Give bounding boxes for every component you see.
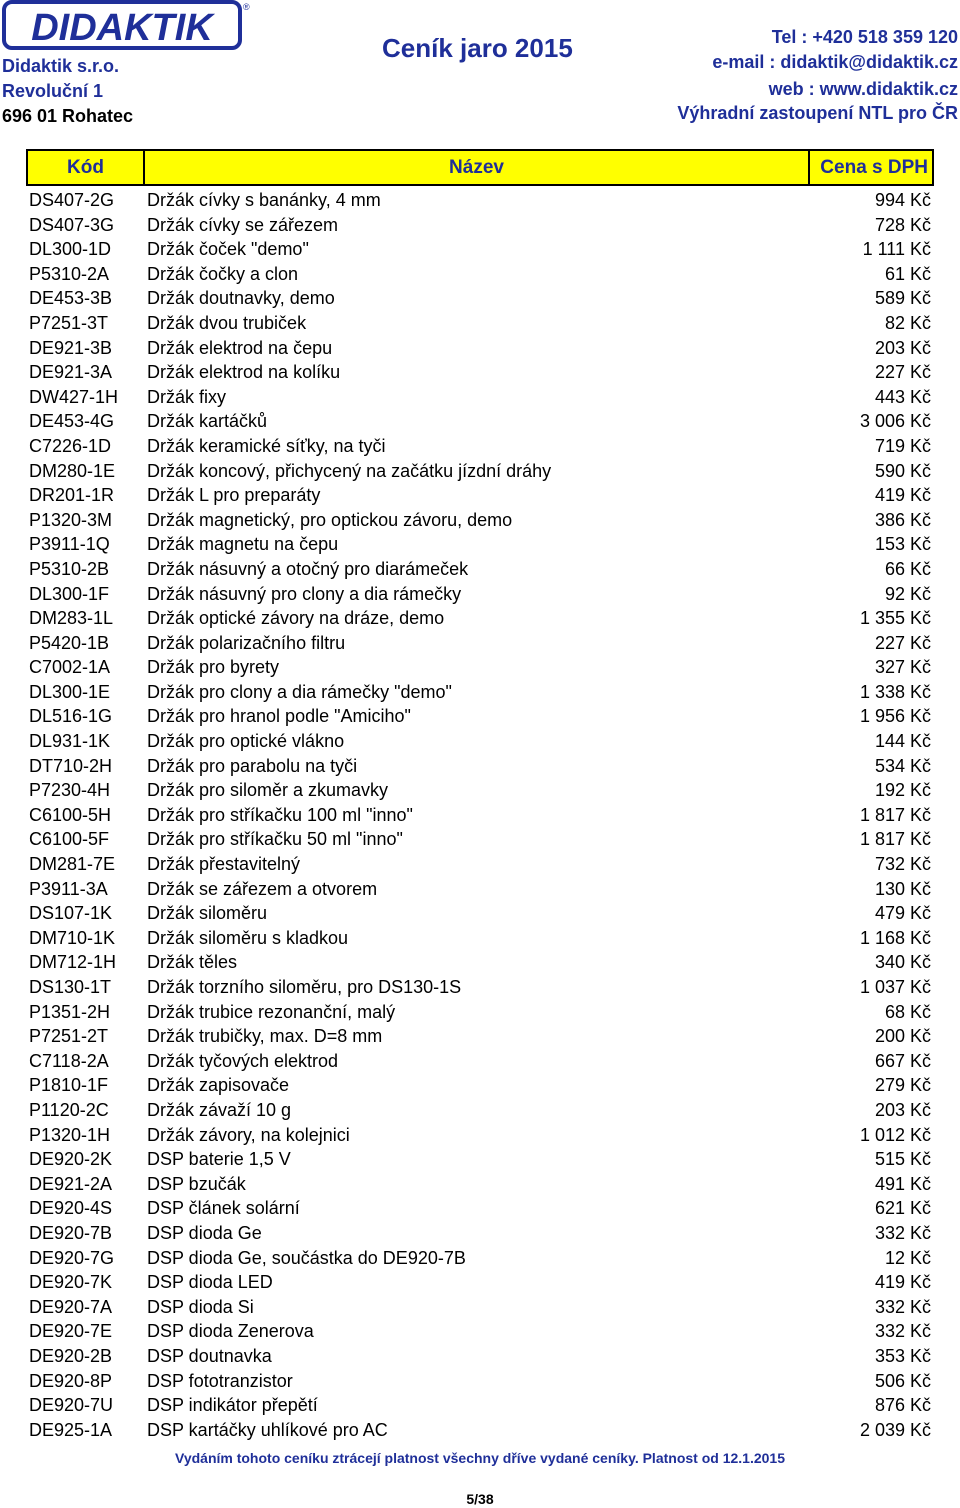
cell-name: Držák doutnavky, demo bbox=[147, 288, 335, 309]
table-row bbox=[0, 459, 960, 484]
cell-price: 279 Kč bbox=[874, 1075, 931, 1096]
cell-code: DM283-1L bbox=[29, 608, 114, 629]
cell-code: P1320-3M bbox=[29, 509, 113, 530]
cell-name: Držák siloměru s kladkou bbox=[147, 927, 349, 948]
cell-name: DSP dioda Si bbox=[147, 1296, 254, 1317]
table-row bbox=[0, 557, 960, 582]
cell-code: DE920-7U bbox=[29, 1395, 114, 1416]
cell-price: 994 Kč bbox=[874, 190, 931, 210]
contact-representation: Výhradní zastoupení NTL pro ČR bbox=[677, 103, 958, 123]
cell-price: 332 Kč bbox=[874, 1222, 931, 1243]
table-row bbox=[0, 1221, 960, 1246]
table-row bbox=[0, 237, 960, 262]
cell-price: 1 355 Kč bbox=[859, 608, 931, 629]
cell-price: 590 Kč bbox=[874, 460, 931, 481]
validity-note: Vydáním tohoto ceníku ztrácejí platnost všechny dříve vydané ceníky. Platnost od 12.1.2015 bbox=[175, 1450, 785, 1466]
cell-code: DR201-1R bbox=[29, 485, 115, 506]
table-row bbox=[0, 1295, 960, 1320]
cell-name: Držák pro hranol podle "Amiciho" bbox=[147, 706, 411, 727]
cell-price: 443 Kč bbox=[874, 386, 931, 407]
cell-price: 332 Kč bbox=[874, 1321, 931, 1342]
table-row bbox=[0, 1418, 960, 1443]
cell-code: DE920-7A bbox=[29, 1296, 113, 1317]
cell-name: DSP bzučák bbox=[147, 1173, 246, 1194]
cell-price: 589 Kč bbox=[874, 288, 931, 309]
table-row bbox=[0, 483, 960, 508]
column-header-code: Kód bbox=[28, 151, 145, 184]
cell-price: 66 Kč bbox=[884, 558, 931, 579]
cell-price: 82 Kč bbox=[884, 312, 931, 333]
cell-name: Držák polarizačního filtru bbox=[147, 632, 346, 653]
cell-price: 332 Kč bbox=[874, 1296, 931, 1317]
cell-code: DE920-2K bbox=[29, 1149, 113, 1170]
table-row bbox=[0, 950, 960, 975]
cell-price: 130 Kč bbox=[874, 878, 931, 899]
contact-web: web : www.didaktik.cz bbox=[768, 79, 958, 99]
cell-name: DSP dioda Zenerova bbox=[147, 1321, 314, 1342]
cell-name: DSP dioda LED bbox=[147, 1272, 273, 1293]
table-row bbox=[0, 1172, 960, 1197]
cell-code: C7118-2A bbox=[29, 1050, 109, 1071]
cell-name: Držák elektrod na kolíku bbox=[147, 362, 341, 383]
cell-price: 732 Kč bbox=[874, 854, 931, 875]
table-row bbox=[0, 286, 960, 311]
cell-name: Držák fixy bbox=[147, 386, 227, 407]
table-row bbox=[0, 680, 960, 705]
cell-price: 479 Kč bbox=[874, 903, 931, 924]
cell-name: Držák cívky se zářezem bbox=[147, 214, 339, 235]
cell-name: Držák přestavitelný bbox=[147, 854, 301, 875]
cell-code: DS107-1K bbox=[29, 903, 113, 924]
cell-code: P3911-1Q bbox=[29, 534, 110, 555]
table-row bbox=[0, 704, 960, 729]
cell-name: DSP indikátor přepětí bbox=[147, 1395, 318, 1416]
cell-code: C6100-5F bbox=[29, 829, 110, 850]
table-row bbox=[0, 1246, 960, 1271]
cell-name: Držák zapisovače bbox=[147, 1075, 290, 1096]
table-row bbox=[0, 803, 960, 828]
cell-code: DE453-3B bbox=[29, 288, 113, 309]
cell-price: 1 168 Kč bbox=[859, 927, 931, 948]
table-row bbox=[0, 1098, 960, 1123]
cell-price: 12 Kč bbox=[884, 1247, 931, 1268]
column-header-price: Cena s DPH bbox=[820, 156, 928, 178]
cell-name: Držák keramické síťky, na tyči bbox=[147, 435, 386, 456]
cell-code: P5420-1B bbox=[29, 632, 110, 653]
table-row bbox=[0, 311, 960, 336]
column-header-name: Název bbox=[145, 151, 810, 184]
cell-name: Držák L pro preparáty bbox=[147, 485, 321, 506]
company-city: 696 01 Rohatec bbox=[2, 106, 134, 126]
cell-code: C6100-5H bbox=[29, 804, 112, 825]
cell-code: DE920-7E bbox=[29, 1321, 113, 1342]
page-title: Ceník jaro 2015 bbox=[382, 33, 573, 63]
cell-name: DSP baterie 1,5 V bbox=[147, 1149, 291, 1170]
cell-price: 327 Kč bbox=[874, 657, 931, 678]
table-row bbox=[0, 877, 960, 902]
cell-name: Držák násuvný pro clony a dia rámečky bbox=[147, 583, 462, 604]
table-row bbox=[0, 729, 960, 754]
cell-code: P7230-4H bbox=[29, 780, 111, 801]
cell-name: Držák závaží 10 g bbox=[147, 1099, 292, 1120]
table-row bbox=[0, 360, 960, 385]
company-street: Revoluční 1 bbox=[2, 81, 104, 101]
table-row bbox=[0, 188, 960, 213]
cell-name: DSP dioda Ge, součástka do DE920-7B bbox=[147, 1247, 466, 1268]
cell-price: 153 Kč bbox=[874, 534, 931, 555]
price-table-body bbox=[0, 188, 960, 1442]
cell-code: P5310-2B bbox=[29, 558, 110, 579]
cell-code: DL931-1K bbox=[29, 731, 111, 752]
cell-code: DS130-1T bbox=[29, 977, 112, 997]
cell-price: 2 039 Kč bbox=[859, 1419, 931, 1440]
cell-code: DE920-7K bbox=[29, 1272, 113, 1293]
cell-price: 667 Kč bbox=[874, 1050, 931, 1071]
cell-code: DM712-1H bbox=[29, 952, 117, 973]
cell-price: 68 Kč bbox=[884, 1001, 931, 1022]
cell-name: Držák pro siloměr a zkumavky bbox=[147, 780, 389, 801]
cell-code: DE921-3B bbox=[29, 337, 113, 358]
table-row bbox=[0, 852, 960, 877]
cell-code: DS407-3G bbox=[29, 214, 115, 235]
table-row bbox=[0, 1344, 960, 1369]
table-row bbox=[0, 1196, 960, 1221]
table-row bbox=[0, 213, 960, 238]
svg-text:®: ® bbox=[243, 2, 250, 12]
cell-price: 353 Kč bbox=[874, 1345, 931, 1366]
cell-code: DM280-1E bbox=[29, 460, 116, 481]
cell-code: DE921-2A bbox=[29, 1173, 113, 1194]
cell-price: 728 Kč bbox=[874, 214, 931, 235]
cell-code: P1320-1H bbox=[29, 1124, 111, 1145]
table-row bbox=[0, 655, 960, 680]
table-row bbox=[0, 1073, 960, 1098]
cell-price: 227 Kč bbox=[874, 362, 931, 383]
company-name: Didaktik s.r.o. bbox=[2, 56, 120, 76]
table-row bbox=[0, 262, 960, 287]
cell-name: Držák pro clony a dia rámečky "demo" bbox=[147, 681, 452, 702]
cell-name: Držák cívky s banánky, 4 mm bbox=[147, 190, 381, 210]
cell-code: C7002-1A bbox=[29, 657, 111, 678]
table-row bbox=[0, 1000, 960, 1025]
table-header bbox=[26, 149, 934, 186]
cell-code: P1810-1F bbox=[29, 1075, 109, 1096]
cell-code: P3911-3A bbox=[29, 878, 108, 899]
table-row bbox=[0, 1049, 960, 1074]
cell-price: 491 Kč bbox=[874, 1173, 931, 1194]
cell-price: 419 Kč bbox=[874, 1272, 931, 1293]
cell-price: 61 Kč bbox=[884, 263, 931, 284]
table-row bbox=[0, 975, 960, 1000]
cell-name: Držák magnetu na čepu bbox=[147, 534, 339, 555]
cell-price: 876 Kč bbox=[874, 1395, 931, 1416]
cell-code: P7251-3T bbox=[29, 312, 109, 333]
table-row bbox=[0, 754, 960, 779]
table-row bbox=[0, 606, 960, 631]
cell-price: 1 012 Kč bbox=[859, 1124, 931, 1145]
table-row bbox=[0, 901, 960, 926]
table-row bbox=[0, 336, 960, 361]
didaktik-logo bbox=[2, 0, 248, 52]
cell-price: 1 037 Kč bbox=[859, 977, 931, 997]
cell-name: Držák pro stříkačku 100 ml "inno" bbox=[147, 804, 413, 825]
cell-code: DE453-4G bbox=[29, 411, 115, 432]
table-row bbox=[0, 508, 960, 533]
cell-code: P5310-2A bbox=[29, 263, 110, 284]
cell-name: Držák kartáčků bbox=[147, 411, 268, 432]
cell-price: 1 111 Kč bbox=[862, 239, 931, 260]
cell-price: 621 Kč bbox=[874, 1198, 931, 1219]
cell-code: P1351-2H bbox=[29, 1001, 111, 1022]
cell-name: Držák elektrod na čepu bbox=[147, 337, 333, 358]
cell-price: 386 Kč bbox=[874, 509, 931, 530]
cell-price: 1 817 Kč bbox=[859, 804, 931, 825]
table-row bbox=[0, 1270, 960, 1295]
cell-price: 227 Kč bbox=[874, 632, 931, 653]
cell-code: DE920-7G bbox=[29, 1247, 115, 1268]
cell-code: DL300-1E bbox=[29, 681, 111, 702]
cell-name: Držák pro stříkačku 50 ml "inno" bbox=[147, 829, 403, 850]
cell-name: Držák trubičky, max. D=8 mm bbox=[147, 1026, 383, 1047]
cell-name: Držák torzního siloměru, pro DS130-1S bbox=[147, 977, 462, 997]
cell-name: Držák trubice rezonanční, malý bbox=[147, 1001, 396, 1022]
cell-price: 144 Kč bbox=[874, 731, 931, 752]
cell-name: Držák se zářezem a otvorem bbox=[147, 878, 378, 899]
cell-price: 192 Kč bbox=[874, 780, 931, 801]
table-row bbox=[0, 1319, 960, 1344]
cell-code: DE920-4S bbox=[29, 1198, 113, 1219]
cell-price: 719 Kč bbox=[874, 435, 931, 456]
logo-text: DIDAKTIK bbox=[31, 7, 213, 49]
cell-name: Držák siloměru bbox=[147, 903, 268, 924]
table-row bbox=[0, 1393, 960, 1418]
table-row bbox=[0, 582, 960, 607]
cell-code: DE921-3A bbox=[29, 362, 113, 383]
cell-name: Držák magnetický, pro optickou závoru, demo bbox=[147, 509, 513, 530]
cell-price: 506 Kč bbox=[874, 1370, 931, 1391]
cell-name: DSP článek solární bbox=[147, 1198, 300, 1219]
table-row bbox=[0, 385, 960, 410]
cell-name: DSP doutnavka bbox=[147, 1345, 272, 1366]
cell-price: 1 817 Kč bbox=[859, 829, 931, 850]
cell-code: DM281-7E bbox=[29, 854, 116, 875]
cell-code: P1120-2C bbox=[29, 1099, 109, 1120]
cell-price: 203 Kč bbox=[874, 1099, 931, 1120]
cell-name: Držák optické závory na dráze, demo bbox=[147, 608, 445, 629]
table-row bbox=[0, 409, 960, 434]
table-row bbox=[0, 1024, 960, 1049]
page-number: 5/38 bbox=[466, 1491, 494, 1507]
table-row bbox=[0, 778, 960, 803]
cell-code: DL300-1F bbox=[29, 583, 110, 604]
cell-price: 515 Kč bbox=[874, 1149, 931, 1170]
cell-code: DE920-8P bbox=[29, 1370, 113, 1391]
cell-price: 419 Kč bbox=[874, 485, 931, 506]
cell-code: DE925-1A bbox=[29, 1419, 113, 1440]
table-row bbox=[0, 1369, 960, 1394]
cell-code: DW427-1H bbox=[29, 386, 119, 407]
cell-name: Držák závory, na kolejnici bbox=[147, 1124, 350, 1145]
cell-name: Držák čoček "demo" bbox=[147, 239, 309, 260]
cell-code: DE920-2B bbox=[29, 1345, 113, 1366]
cell-code: DL300-1D bbox=[29, 239, 112, 260]
cell-code: DL516-1G bbox=[29, 706, 113, 727]
cell-code: C7226-1D bbox=[29, 435, 112, 456]
cell-name: Držák pro parabolu na tyči bbox=[147, 755, 358, 776]
cell-price: 1 956 Kč bbox=[859, 706, 931, 727]
cell-price: 534 Kč bbox=[874, 755, 931, 776]
cell-name: DSP kartáčky uhlíkové pro AC bbox=[147, 1419, 388, 1440]
cell-code: DS407-2G bbox=[29, 190, 115, 210]
contact-email: e-mail : didaktik@didaktik.cz bbox=[712, 52, 958, 72]
cell-price: 1 338 Kč bbox=[859, 681, 931, 702]
table-row bbox=[0, 631, 960, 656]
cell-price: 203 Kč bbox=[874, 337, 931, 358]
cell-code: DT710-2H bbox=[29, 755, 113, 776]
cell-code: DE920-7B bbox=[29, 1222, 113, 1243]
cell-name: Držák tyčových elektrod bbox=[147, 1050, 339, 1071]
cell-name: Držák koncový, přichycený na začátku jízdní dráhy bbox=[147, 460, 552, 481]
cell-name: Držák pro byrety bbox=[147, 657, 280, 678]
table-row bbox=[0, 926, 960, 951]
table-row bbox=[0, 1123, 960, 1148]
cell-name: DSP fototranzistor bbox=[147, 1370, 293, 1391]
cell-price: 340 Kč bbox=[874, 952, 931, 973]
table-row bbox=[0, 434, 960, 459]
cell-name: Držák pro optické vlákno bbox=[147, 731, 345, 752]
cell-name: Držák těles bbox=[147, 952, 238, 973]
cell-name: Držák dvou trubiček bbox=[147, 312, 307, 333]
cell-price: 92 Kč bbox=[884, 583, 931, 604]
cell-price: 3 006 Kč bbox=[859, 411, 931, 432]
cell-name: Držák násuvný a otočný pro diarámeček bbox=[147, 558, 469, 579]
cell-code: DM710-1K bbox=[29, 927, 116, 948]
table-row bbox=[0, 827, 960, 852]
cell-name: DSP dioda Ge bbox=[147, 1222, 262, 1243]
cell-name: Držák čočky a clon bbox=[147, 263, 299, 284]
cell-price: 200 Kč bbox=[874, 1026, 931, 1047]
cell-code: P7251-2T bbox=[29, 1026, 109, 1047]
table-row bbox=[0, 1147, 960, 1172]
table-row bbox=[0, 532, 960, 557]
contact-phone: Tel : +420 518 359 120 bbox=[771, 27, 958, 47]
